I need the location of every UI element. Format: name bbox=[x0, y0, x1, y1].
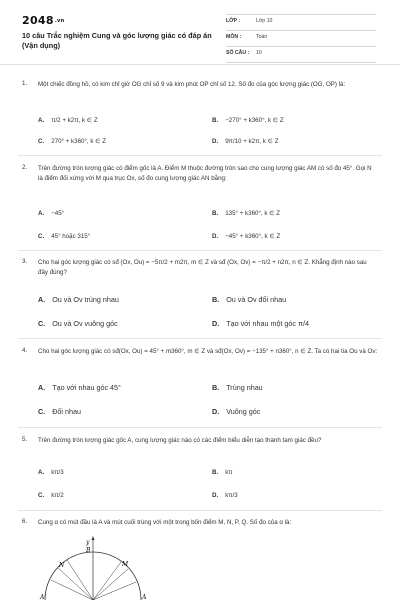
question-number: 3. bbox=[22, 258, 28, 265]
question-stem: Cung α có mút đầu là A và mút cuối trùng với một trong bốn điểm M, N, P, Q. Số đo của α là: bbox=[38, 519, 292, 526]
option-d[interactable]: D. kπ/3 bbox=[212, 492, 238, 499]
meta-value: 10 bbox=[256, 50, 262, 56]
option-b[interactable]: B. −270° + k360°, k ∈ Z bbox=[212, 117, 284, 124]
question-divider bbox=[18, 510, 382, 511]
question-stem: Cho hai góc lượng giác có sđ (Ox, Ou) = −5π/2 + m2π, m ∈ Z và sđ (Ox, Ov) = −π/2 + n2π, n ∈ Z. Khẳng định nào sau đây đúng? bbox=[38, 259, 367, 276]
n-label: N bbox=[59, 562, 65, 569]
question-divider bbox=[18, 427, 382, 428]
meta-row-subject bbox=[226, 31, 376, 47]
question-divider bbox=[18, 338, 382, 339]
option-b[interactable]: B. 135° + k360°, k ∈ Z bbox=[212, 210, 281, 217]
question-stem: Cho hai góc lượng giác có sđ(Ox, Ou) = 45° + m360°, m ∈ Z và sđ(Ox, Ov) = −135° + n360°, n ∈ Z. Ta có hai tia Ou và Ov: bbox=[38, 348, 378, 355]
option-a[interactable]: A. Ou và Ov trùng nhau bbox=[38, 295, 119, 304]
option-d[interactable]: D. 9π/10 + k2π, k ∈ Z bbox=[212, 138, 279, 145]
b-label: B bbox=[86, 547, 91, 554]
question-stem: Trên đường tròn lượng giác có điểm gốc là A. Điểm M thuộc đường tròn sao cho cung lượng giác AM có số đo 45°. Gọi N là điểm đối xứng với M qua trục Ox, số đo cung lượng giác AN bằng: bbox=[38, 165, 372, 182]
meta-key: MÔN : bbox=[226, 34, 242, 40]
meta-row-class bbox=[226, 15, 376, 31]
question-number: 5. bbox=[22, 436, 28, 443]
option-b[interactable]: B. Trùng nhau bbox=[212, 383, 263, 392]
option-a[interactable]: A. Tạo với nhau góc 45° bbox=[38, 383, 121, 392]
option-d[interactable]: D. Tạo với nhau một góc π/4 bbox=[212, 319, 309, 328]
question-stem: Một chiếc đồng hồ, có kim chỉ giờ OG chỉ số 9 và kim phút OP chỉ số 12. Số đo của góc lượng giác (OG, OP) là: bbox=[38, 81, 346, 88]
option-c[interactable]: C. 45° hoặc 315° bbox=[38, 233, 91, 240]
option-a[interactable]: A. π/2 + k2π, k ∈ Z bbox=[38, 117, 98, 124]
a-prime-label: A' bbox=[40, 594, 46, 600]
meta-row-count bbox=[226, 47, 376, 63]
unit-circle-diagram bbox=[28, 536, 148, 600]
option-a[interactable]: A. −45° bbox=[38, 210, 65, 217]
m-label: M bbox=[122, 561, 129, 568]
meta-value: Lớp 10 bbox=[256, 18, 273, 24]
option-c[interactable]: C. kπ/2 bbox=[38, 492, 64, 499]
header-divider bbox=[0, 64, 400, 65]
option-b[interactable]: B. kπ bbox=[212, 469, 233, 476]
y-axis-arrow-icon bbox=[92, 536, 95, 540]
question-number: 2. bbox=[22, 164, 28, 171]
option-a[interactable]: A. kπ/3 bbox=[38, 469, 64, 476]
meta-value: Toán bbox=[256, 34, 268, 40]
meta-key: SỐ CÂU : bbox=[226, 50, 250, 56]
option-b[interactable]: B. Ou và Ov đối nhau bbox=[212, 295, 287, 304]
option-d[interactable]: D. Vuông góc bbox=[212, 407, 261, 416]
ray-aux2 bbox=[93, 569, 128, 600]
document-title: 10 câu Trắc nghiệm Cung và góc lượng giác có đáp án (Vận dụng) bbox=[22, 31, 212, 50]
page-header bbox=[0, 0, 400, 62]
y-label: y bbox=[86, 539, 90, 546]
meta-key: LỚP : bbox=[226, 18, 241, 24]
option-d[interactable]: D. −45° + k360°, k ∈ Z bbox=[212, 233, 281, 240]
option-c[interactable]: C. Ou và Ov vuông góc bbox=[38, 319, 118, 328]
site-logo[interactable]: 2048.vn bbox=[22, 14, 65, 27]
question-number: 6. bbox=[22, 518, 28, 525]
option-c[interactable]: C. Đối nhau bbox=[38, 407, 81, 416]
option-c[interactable]: C. 270° + k360°, k ∈ Z bbox=[38, 138, 107, 145]
question-stem: Trên đường tròn lượng giác gốc A, cung lượng giác nào có các điểm biểu diễn tạo thành tam giác đều? bbox=[38, 437, 322, 444]
question-number: 1. bbox=[22, 80, 28, 87]
question-divider bbox=[18, 155, 382, 156]
a-label: A bbox=[142, 594, 147, 600]
question-divider bbox=[18, 250, 382, 251]
meta-table bbox=[226, 15, 376, 63]
question-number: 4. bbox=[22, 347, 28, 354]
